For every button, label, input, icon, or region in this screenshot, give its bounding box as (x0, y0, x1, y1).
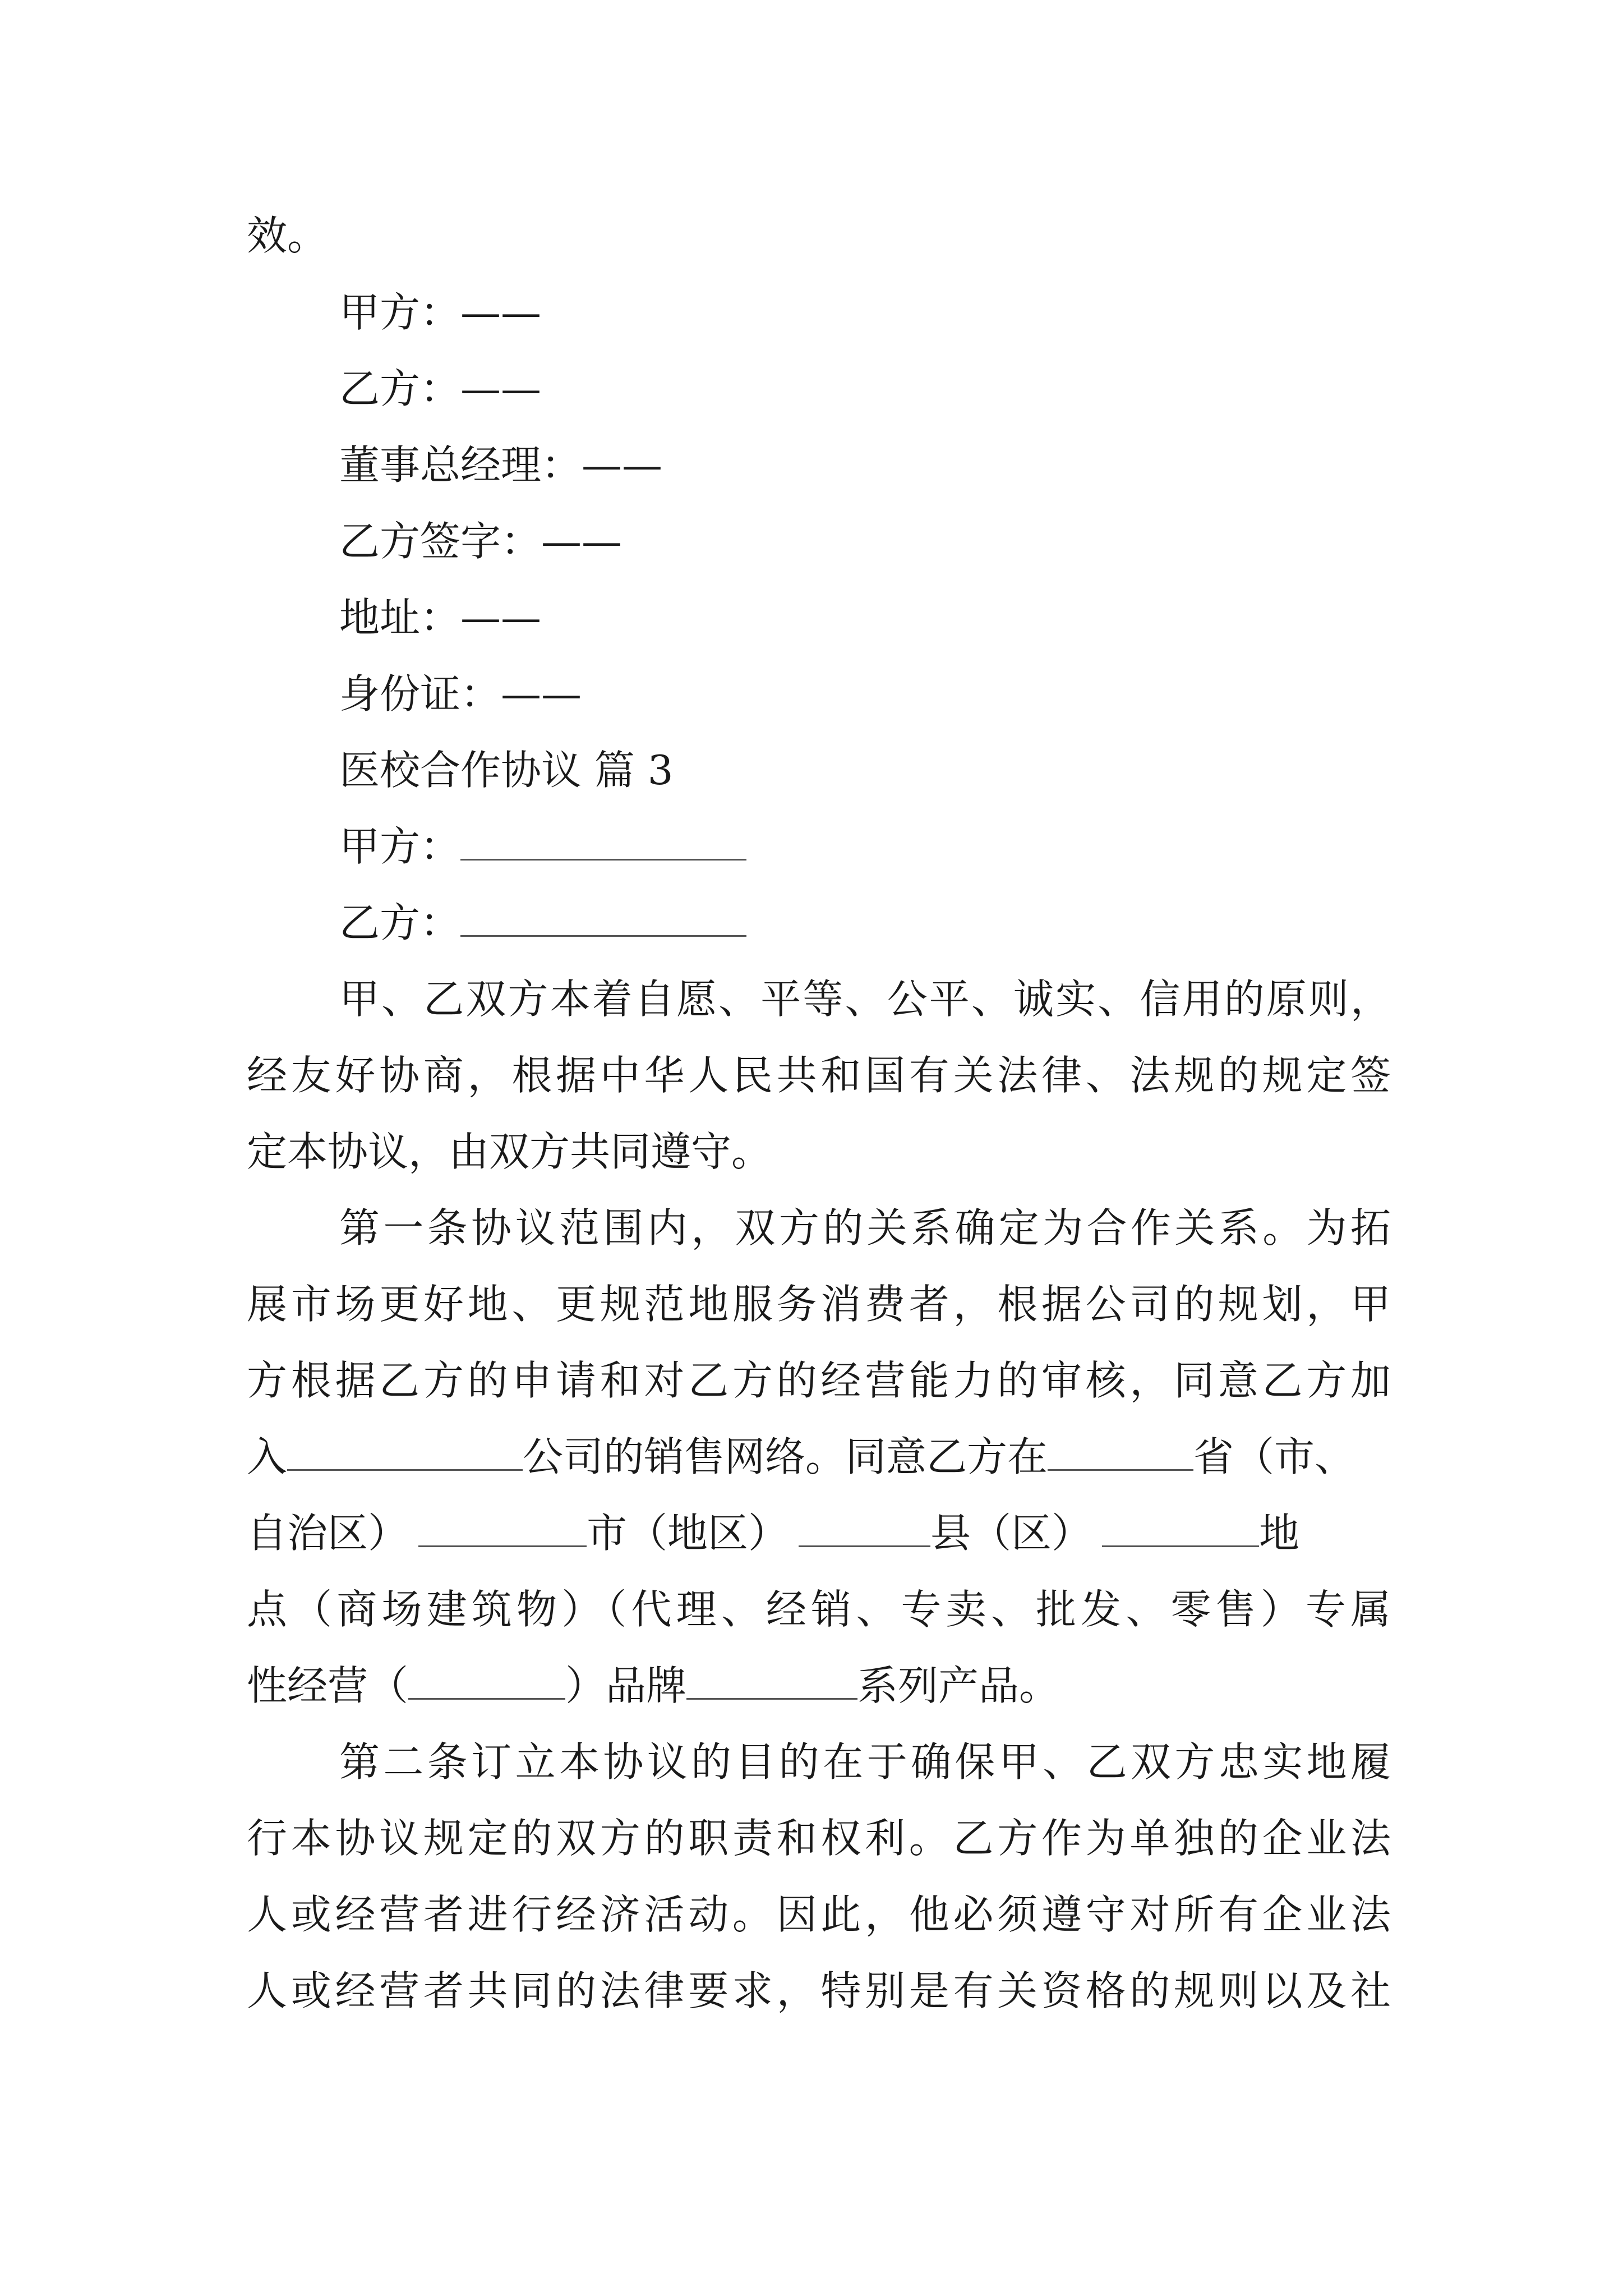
paragraph-line: 定本协议，由双方共同遵守。 (247, 1128, 772, 1175)
article-2-line: 人或经营者进行经济活动。因此，他必须遵守对所有企业法 (247, 1891, 1391, 1938)
article-2-line: 行本协议规定的双方的职责和权利。乙方作为单独的企业法 (247, 1815, 1391, 1862)
text-fragment: 市（地区） (587, 1510, 789, 1557)
text-fragment: 自治区） (247, 1510, 409, 1557)
city-blank (418, 1511, 587, 1547)
article-2-line: 人或经营者共同的法律要求，特别是有关资格的规则以及社 (247, 1967, 1391, 2014)
text-fragment: 公司的销售网络。同意乙方在 (523, 1433, 1048, 1480)
party-a-field (339, 821, 1483, 872)
paragraph-line: 甲、乙双方本着自愿、平等、公平、诚实、信用的原则， (339, 976, 1391, 1023)
party-b-sign-line: 乙方签字：—— (339, 518, 623, 565)
article-1-line: 展市场更好地、更规范地服务消费者，根据公司的规划，甲 (247, 1281, 1391, 1328)
operation-blank (408, 1663, 565, 1700)
article-1-line (247, 1660, 1391, 1711)
party-b-label: 乙方： (339, 899, 461, 946)
province-blank (1048, 1434, 1193, 1471)
text-fragment: 性经营（ (247, 1662, 409, 1709)
article-1-line: 第一条协议范围内，双方的关系确定为合作关系。为拓 (339, 1204, 1391, 1251)
location-blank (1102, 1511, 1259, 1547)
article-2-line: 第二条订立本协议的目的在于确保甲、乙双方忠实地履 (339, 1738, 1391, 1786)
county-blank (799, 1511, 930, 1547)
article-1-line (247, 1508, 1391, 1558)
text-fragment: 入 (247, 1433, 288, 1480)
paragraph-line: 经友好协商，根据中华人民共和国有关法律、法规的规定签 (247, 1052, 1391, 1099)
general-manager-line: 董事总经理：—— (339, 441, 663, 489)
text-fragment: 地 (1259, 1510, 1300, 1557)
party-b-field (339, 898, 1483, 948)
party-a-signature-line: 甲方：—— (339, 289, 542, 336)
company-blank (287, 1434, 523, 1471)
article-1-line (247, 1432, 1391, 1482)
section-heading: 医校合作协议 篇 3 (339, 747, 674, 794)
text-line: 效。 (247, 212, 328, 259)
party-a-label: 甲方： (339, 823, 461, 870)
text-fragment: 县（区） (930, 1510, 1092, 1557)
brand-blank (686, 1663, 857, 1700)
text-fragment: 系列产品。 (857, 1662, 1060, 1709)
article-1-line: 方根据乙方的申请和对乙方的经营能力的审核，同意乙方加 (247, 1357, 1391, 1404)
text-fragment: ）品牌 (565, 1662, 687, 1709)
article-1-line: 点（商场建筑物）（代理、经销、专卖、批发、零售）专属 (247, 1586, 1391, 1633)
party-a-blank (460, 824, 746, 861)
party-b-blank (460, 900, 746, 937)
text-fragment: 省（市、 (1193, 1433, 1355, 1480)
party-b-signature-line: 乙方：—— (339, 365, 542, 412)
id-card-line: 身份证：—— (339, 670, 582, 717)
address-line: 地址：—— (339, 594, 542, 641)
